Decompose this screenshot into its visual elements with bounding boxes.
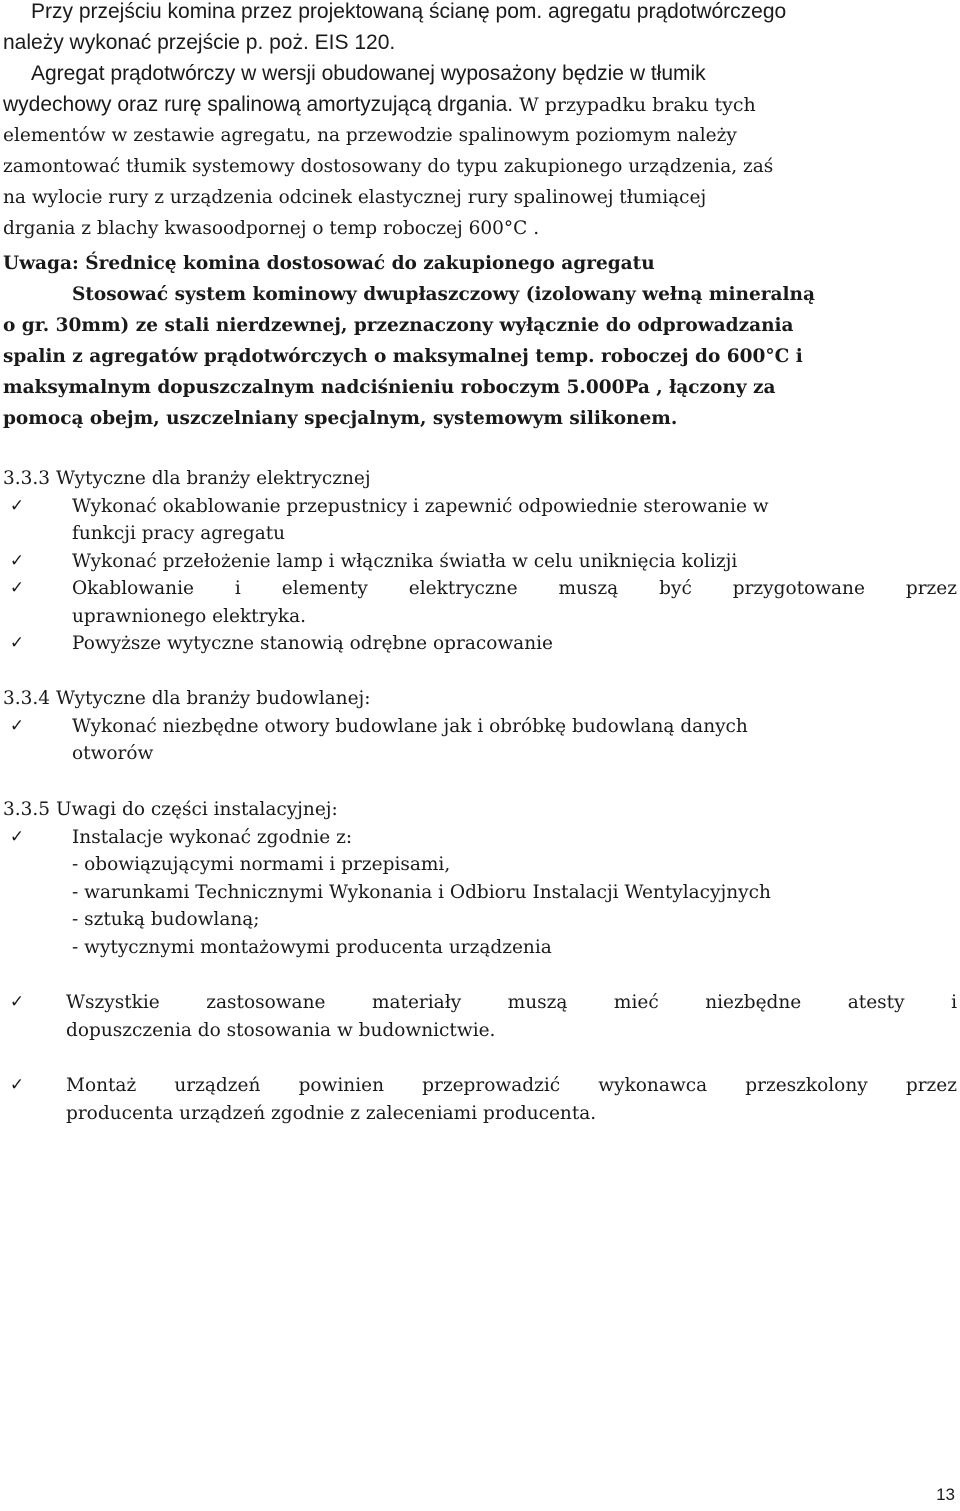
- sub-item: - warunkami Technicznymi Wykonania i Odbioru Instalacji Wentylacyjnych: [72, 881, 771, 903]
- list-item-line: uprawnionego elektryka.: [72, 605, 307, 627]
- list-item: [3, 713, 957, 768]
- check-icon: ✓: [9, 715, 25, 736]
- note-line: spalin z agregatów prądotwórczych o maksymalnej temp. roboczej do 600°C i: [3, 346, 803, 367]
- section-335-item-3: [3, 1072, 957, 1127]
- intro-serif-paragraph: [3, 120, 957, 244]
- note-heading: Uwaga: Średnicę komina dostosować do zakupionego agregatu: [3, 253, 655, 274]
- list-item-line: Okablowanie i elementy elektryczne muszą być przygotowane przez: [72, 578, 957, 599]
- list-item: [3, 824, 957, 962]
- check-icon: ✓: [9, 495, 25, 516]
- note-line: maksymalnym dopuszczalnym nadciśnieniu roboczym 5.000Pa , łączony za: [3, 377, 776, 398]
- intro-paragraph-cont: [3, 27, 957, 58]
- list-item-line: otworów: [72, 743, 154, 764]
- note-line: pomocą obejm, uszczelniany specjalnym, systemowym silikonem.: [3, 408, 678, 429]
- list-item-line: Powyższe wytyczne stanowią odrębne opracowanie: [72, 633, 553, 654]
- section-334: [3, 685, 957, 768]
- section-335: [3, 796, 957, 961]
- list-item-line: producenta urządzeń zgodnie z zaleceniami producenta.: [66, 1102, 597, 1124]
- intro-serif-line: elementów w zestawie agregatu, na przewodzie spalinowym poziomym należy: [3, 125, 737, 146]
- page-number: 13: [936, 1485, 955, 1504]
- intro-paragraph-2: [31, 58, 957, 89]
- note-line: Stosować system kominowy dwupłaszczowy (izolowany wełną mineralną: [72, 284, 815, 305]
- section-heading: 3.3.3 Wytyczne dla branży elektrycznej: [3, 468, 371, 489]
- intro-serif-line: drgania z blachy kwasoodpornej o temp roboczej 600°C .: [3, 218, 540, 239]
- check-icon: ✓: [9, 578, 25, 598]
- list-item-line: funkcji pracy agregatu: [72, 523, 286, 544]
- list-item: [3, 989, 957, 1044]
- intro-line: należy wykonać przejście p. poż. EIS 120.: [3, 31, 396, 54]
- intro-line: Przy przejściu komina przez projektowaną ścianę pom. agregatu prądotwórczego: [31, 0, 787, 23]
- sub-item: - obowiązującymi normami i przepisami,: [72, 854, 451, 875]
- intro-mixed-line: [3, 89, 957, 121]
- check-icon: ✓: [9, 992, 25, 1012]
- section-335-item-2: [3, 989, 957, 1044]
- check-icon: ✓: [9, 1075, 25, 1095]
- intro-serif-line: na wylocie rury z urządzenia odcinek elastycznej rury spalinowej tłumiącej: [3, 187, 707, 208]
- section-heading: 3.3.5 Uwagi do części instalacyjnej:: [3, 799, 338, 820]
- list-item-line: Wszystkie zastosowane materiały muszą mieć niezbędne atesty i: [66, 992, 957, 1013]
- section-333: [3, 465, 957, 658]
- check-icon: ✓: [9, 550, 25, 571]
- section-heading: 3.3.4 Wytyczne dla branży budowlanej:: [3, 688, 371, 709]
- list-item-line: Wykonać przełożenie lamp i włącznika światła w celu uniknięcia kolizji: [72, 550, 738, 572]
- intro-serif-line: zamontować tłumik systemowy dostosowany do typu zakupionego urządzenia, zaś: [3, 156, 774, 177]
- list-item-line: Instalacje wykonać zgodnie z:: [72, 826, 353, 848]
- list-item-line: dopuszczenia do stosowania w budownictwie.: [66, 1019, 496, 1041]
- intro-line: Agregat prądotwórczy w wersji obudowanej wyposażony będzie w tłumik: [31, 62, 706, 85]
- check-icon: ✓: [9, 633, 25, 653]
- list-item: [3, 548, 957, 576]
- check-icon: ✓: [9, 826, 25, 847]
- list-item-line: Wykonać niezbędne otwory budowlane jak i obróbkę budowlaną danych: [72, 715, 748, 737]
- list-item: [3, 493, 957, 548]
- list-item: [3, 575, 957, 630]
- list-item: [3, 630, 957, 658]
- note-block: [3, 248, 957, 434]
- list-item-line: Montaż urządzeń powinien przeprowadzić wykonawca przeszkolony przez: [66, 1075, 957, 1096]
- intro-line: wydechowy oraz rurę spalinową amortyzującą drgania.: [3, 93, 514, 116]
- sub-item: - wytycznymi montażowymi producenta urządzenia: [72, 936, 552, 958]
- list-item-line: Wykonać okablowanie przepustnicy i zapewnić odpowiednie sterowanie w: [72, 495, 769, 517]
- intro-paragraph: [31, 0, 957, 27]
- note-line: o gr. 30mm) ze stali nierdzewnej, przeznaczony wyłącznie do odprowadzania: [3, 315, 794, 336]
- intro-serif-tail: W przypadku braku tych: [513, 94, 756, 116]
- sub-item: - sztuką budowlaną;: [72, 909, 260, 930]
- list-item: [3, 1072, 957, 1127]
